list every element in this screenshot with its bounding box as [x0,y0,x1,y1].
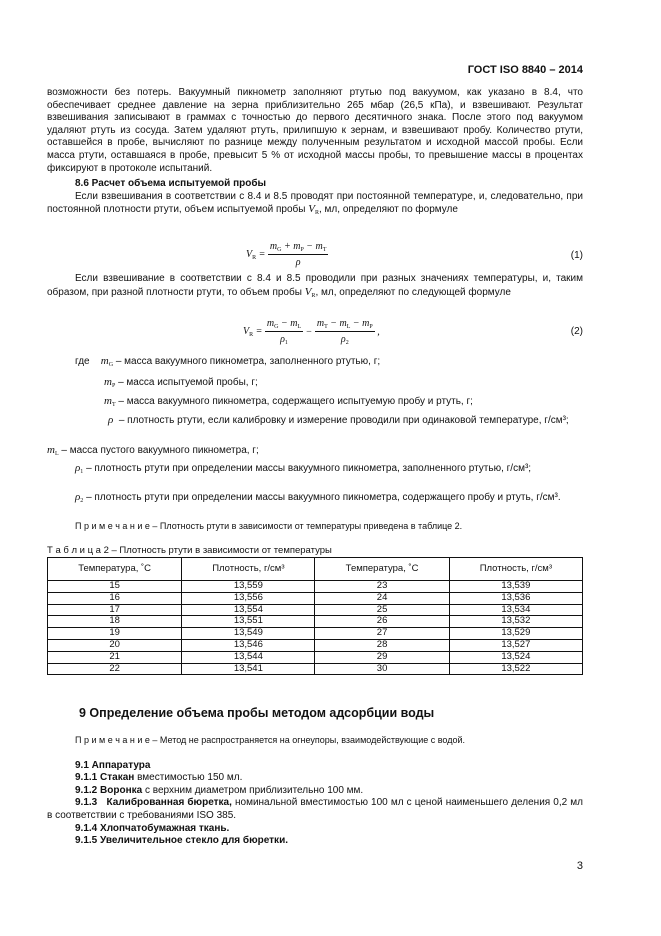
def-rho: ρ – плотность ртути, если калибровку и измерение проводили при одинаковой температуре, г/см³; [108,414,569,426]
section-9-content [47,734,583,848]
document-header: ГОСТ ISO 8840 – 2014 [467,64,583,76]
para-a-text: Если взвешивания в соответствии с 8.4 и 8.5 проводят при постоянной температуре, и, следовательно, при постоянной плотности ртути, объем испытуемой пробы [47,190,583,216]
formula-2-fraction-1: $\frac{m_G - m_L}{\rho_1}$ [266,318,302,346]
table-cell: 13,544 [182,651,315,663]
def-rho1: $\rho_1$ – плотность ртути при определении массы вакуумного пикнометра, заполненного ртутью, г/см³; [75,462,532,475]
table-cell: 15 [48,581,182,593]
para-b-text-end: , мл, определяют по следующей формуле [315,286,511,298]
table-cell: 23 [315,581,449,593]
table-cell: 16 [48,592,182,604]
page-number: 3 [576,860,583,872]
table-cell: 13,549 [182,628,315,640]
table-cell: 13,536 [449,592,582,604]
note-1: П р и м е ч а н и е – Плотность ртути в зависимости от температуры приведена в таблице 2. [75,521,463,531]
section-9-1-4: 9.1.4 Хлопчатобумажная ткань. [75,822,230,834]
vr-symbol: $V_R$ [308,203,319,217]
table-cell: 21 [48,651,182,663]
table-cell: 28 [315,639,449,651]
table-cell: 29 [315,651,449,663]
formula-1-fraction: $\frac{m_G + m_P - m_T}{\rho}$ [269,241,327,268]
table-header-row [48,558,583,581]
table-cell: 13,554 [182,604,315,616]
table-cell: 13,532 [449,616,582,628]
formula-2-number: (2) [570,326,583,337]
note-2: П р и м е ч а н и е – Метод не распространяется на огнеупоры, взаимодействующие с водой. [75,735,466,745]
table-cell: 18 [48,616,182,628]
def-rho1-text: – плотность ртути при определении массы вакуумного пикнометра, заполненного ртутью, г/см³; [86,463,532,474]
section-9-1-3 [47,797,583,822]
def-mT-text: – масса вакуумного пикнометра, содержащего испытуемую пробу и ртуть, г; [118,396,473,407]
table-cell: 22 [48,663,182,675]
s911-bold: Стакан [100,772,135,784]
table-cell: 27 [315,628,449,640]
formula-1-number: (1) [570,250,583,261]
vr-symbol-2: $V_R$ [304,285,316,299]
th-density-2: Плотность, г/см³ [449,558,582,581]
table-cell: 13,551 [182,616,315,628]
table-2-body [48,581,583,675]
para-b-text: Если взвешивание в соответствии с 8.4 и 8.5 проводили при разных значениях температуры, и, таким образом, при разной плотности ртути, то объем пробы [47,273,583,298]
table-cell: 26 [315,616,449,628]
table-cell: 20 [48,639,182,651]
section-8-6 [47,178,583,220]
section-8-6-title: 8.6 Расчет объема испытуемой пробы [75,178,267,189]
def-mP-text: – масса испытуемой пробы, г; [118,377,258,388]
def-mL: $m_L$ – масса пустого вакуумного пикнометра, г; [47,444,259,457]
table-row [48,651,583,663]
table-row [48,663,583,675]
s911-num: 9.1.1 [75,772,98,784]
table-cell: 13,541 [182,663,315,675]
th-temperature-1: Температура, ˚С [48,558,182,581]
where-label: где [75,356,90,367]
section-9-1-1 [47,772,583,785]
def-mT: $m_T$ – масса вакуумного пикнометра, содержащего испытуемую пробу и ртуть, г; [104,395,473,408]
table-row [48,616,583,628]
formula-2: $V_R$ = $\frac{m_G - m_L}{\rho_1}$ − $\frac{m_T - m_L - m_P}{\rho_2}$ , [243,318,380,346]
th-density-1: Плотность, г/см³ [182,558,315,581]
table-cell: 19 [48,628,182,640]
paragraph-text: возможности без потерь. Вакуумный пикнометр заполняют ртутью под вакуумом, как указано в 8.4, что обеспечивает среднее давление на зерна приблизительно 265 мбар (26,5 кПа), и взвешивают. Результат взвешивания записывают в граммах с точностью до первого десятичного знака. После этого под вакуумом удаляют ртуть из сосуда. Затем удаляют ртуть, прилипшую к зернам, и взвешивают пробу. Количество ртути, оставшейся в пробе, вычисляют по разнице между полученным результатом и исходной массой пробы. Если масса ртути, оставшаяся в пробе, превысит 5 % от исходной массы пробы, то превышение массы в процентах фиксируют в протоколе испытаний. [47,87,583,174]
table-cell: 13,527 [449,639,582,651]
s913-num: 9.1.3 [75,797,98,809]
table-cell: 30 [315,663,449,675]
table-cell: 13,546 [182,639,315,651]
section-9-1-5: 9.1.5 Увеличительное стекло для бюретки. [75,835,288,847]
th-temperature-2: Температура, ˚С [315,558,449,581]
def-mP: $m_P$ – масса испытуемой пробы, г; [104,376,258,389]
table-cell: 13,522 [449,663,582,675]
def-rho2: $\rho_2$ – плотность ртути при определении массы вакуумного пикнометра, содержащего пробу и ртуть, г/см³. [75,491,561,504]
table-cell: 13,529 [449,628,582,640]
table-2-caption: Т а б л и ц а 2 – Плотность ртути в зависимости от температуры [47,545,332,556]
def-mL-text: – масса пустого вакуумного пикнометра, г; [61,445,259,456]
s912-bold: Воронка [100,784,143,796]
def-rho2-text: – плотность ртути при определении массы вакуумного пикнометра, содержащего пробу и ртуть, г/см³. [86,492,561,503]
s912-num: 9.1.2 [75,784,98,796]
para-a-text-end: , мл, определяют по формуле [319,204,458,216]
table-cell: 13,539 [449,581,582,593]
table-row [48,604,583,616]
table-cell: 13,559 [182,581,315,593]
formula-2-fraction-2: $\frac{m_T - m_L - m_P}{\rho_2}$ [316,318,373,346]
formula-1: $V_R$ = $\frac{m_G + m_P - m_T}{\rho}$ [246,241,327,268]
section-9-title: 9 Определение объема пробы методом адсорбции воды [79,706,435,720]
s913-bold: Калиброванная бюретка, [106,797,232,809]
table-cell: 13,524 [449,651,582,663]
def-mG: где $m_G$ – масса вакуумного пикнометра, заполненного ртутью, г; [75,355,381,368]
section-8-6-para-b [47,273,583,302]
def-rho-text: – плотность ртути, если калибровку и измерение проводили при одинаковой температуре, г/см³; [118,415,569,426]
s912-rest: с верхним диаметром приблизительно 100 мм. [142,784,364,796]
def-mG-text: – масса вакуумного пикнометра, заполненного ртутью, г; [115,356,381,367]
top-paragraph [47,87,583,175]
table-row [48,592,583,604]
table-2 [47,557,583,675]
table-cell: 17 [48,604,182,616]
section-9-1-2 [47,785,583,798]
table-cell: 13,534 [449,604,582,616]
table-cell: 25 [315,604,449,616]
table-row [48,581,583,593]
s911-rest: вместимостью 150 мл. [134,772,243,784]
table-cell: 24 [315,592,449,604]
section-8-6-para-a [47,191,583,220]
section-9-1: 9.1 Аппаратура [75,759,151,771]
table-cell: 13,556 [182,592,315,604]
table-row [48,639,583,651]
s913-rest: номинальной вместимостью 100 мл с ценой наименьшего деления 0,2 мл в соответствии с требованиями ISO 385. [47,797,583,821]
table-row [48,628,583,640]
